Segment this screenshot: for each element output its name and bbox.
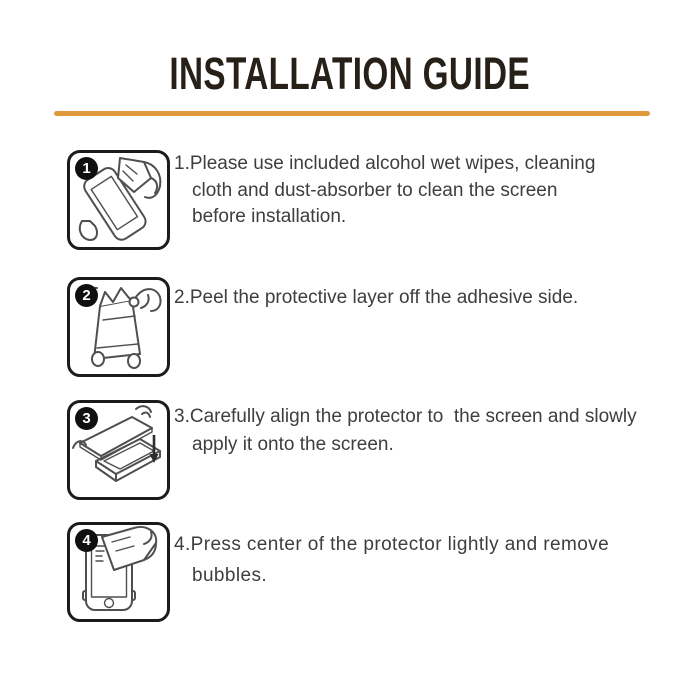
step-row-4	[67, 522, 609, 622]
step-text-line: before installation.	[192, 206, 347, 227]
step-1-illustration-box	[67, 150, 170, 250]
step-text-line: 1.Please use included alcohol wet wipes, cleaning	[174, 153, 596, 174]
title-divider	[54, 111, 650, 116]
page-header	[0, 48, 700, 100]
step-text-line: bubbles.	[192, 565, 268, 586]
step-2-text	[174, 277, 578, 311]
step-4-text	[174, 522, 609, 591]
step-number-badge: 3	[75, 407, 98, 430]
step-number-badge: 4	[75, 529, 98, 552]
step-1-text	[174, 150, 595, 231]
step-text-line: cloth and dust-absorber to clean the screen	[192, 179, 558, 201]
step-4-illustration-box	[67, 522, 170, 622]
page-title: INSTALLATION GUIDE	[169, 48, 531, 99]
step-2-illustration-box	[67, 277, 170, 377]
step-text-line: apply it onto the screen.	[192, 434, 394, 455]
step-number-badge: 2	[75, 284, 98, 307]
step-text-line: 4.Press center of the protector lightly and remove	[174, 534, 610, 555]
step-row-3	[67, 400, 637, 500]
step-row-2	[67, 277, 578, 377]
step-number-badge: 1	[75, 157, 98, 180]
step-row-1	[67, 150, 595, 250]
step-text-line: 3.Carefully align the protector to the screen and slowly	[174, 406, 637, 427]
step-3-illustration-box	[67, 400, 170, 500]
step-3-text	[174, 400, 637, 459]
step-text-line: 2.Peel the protective layer off the adhesive side.	[174, 287, 579, 308]
